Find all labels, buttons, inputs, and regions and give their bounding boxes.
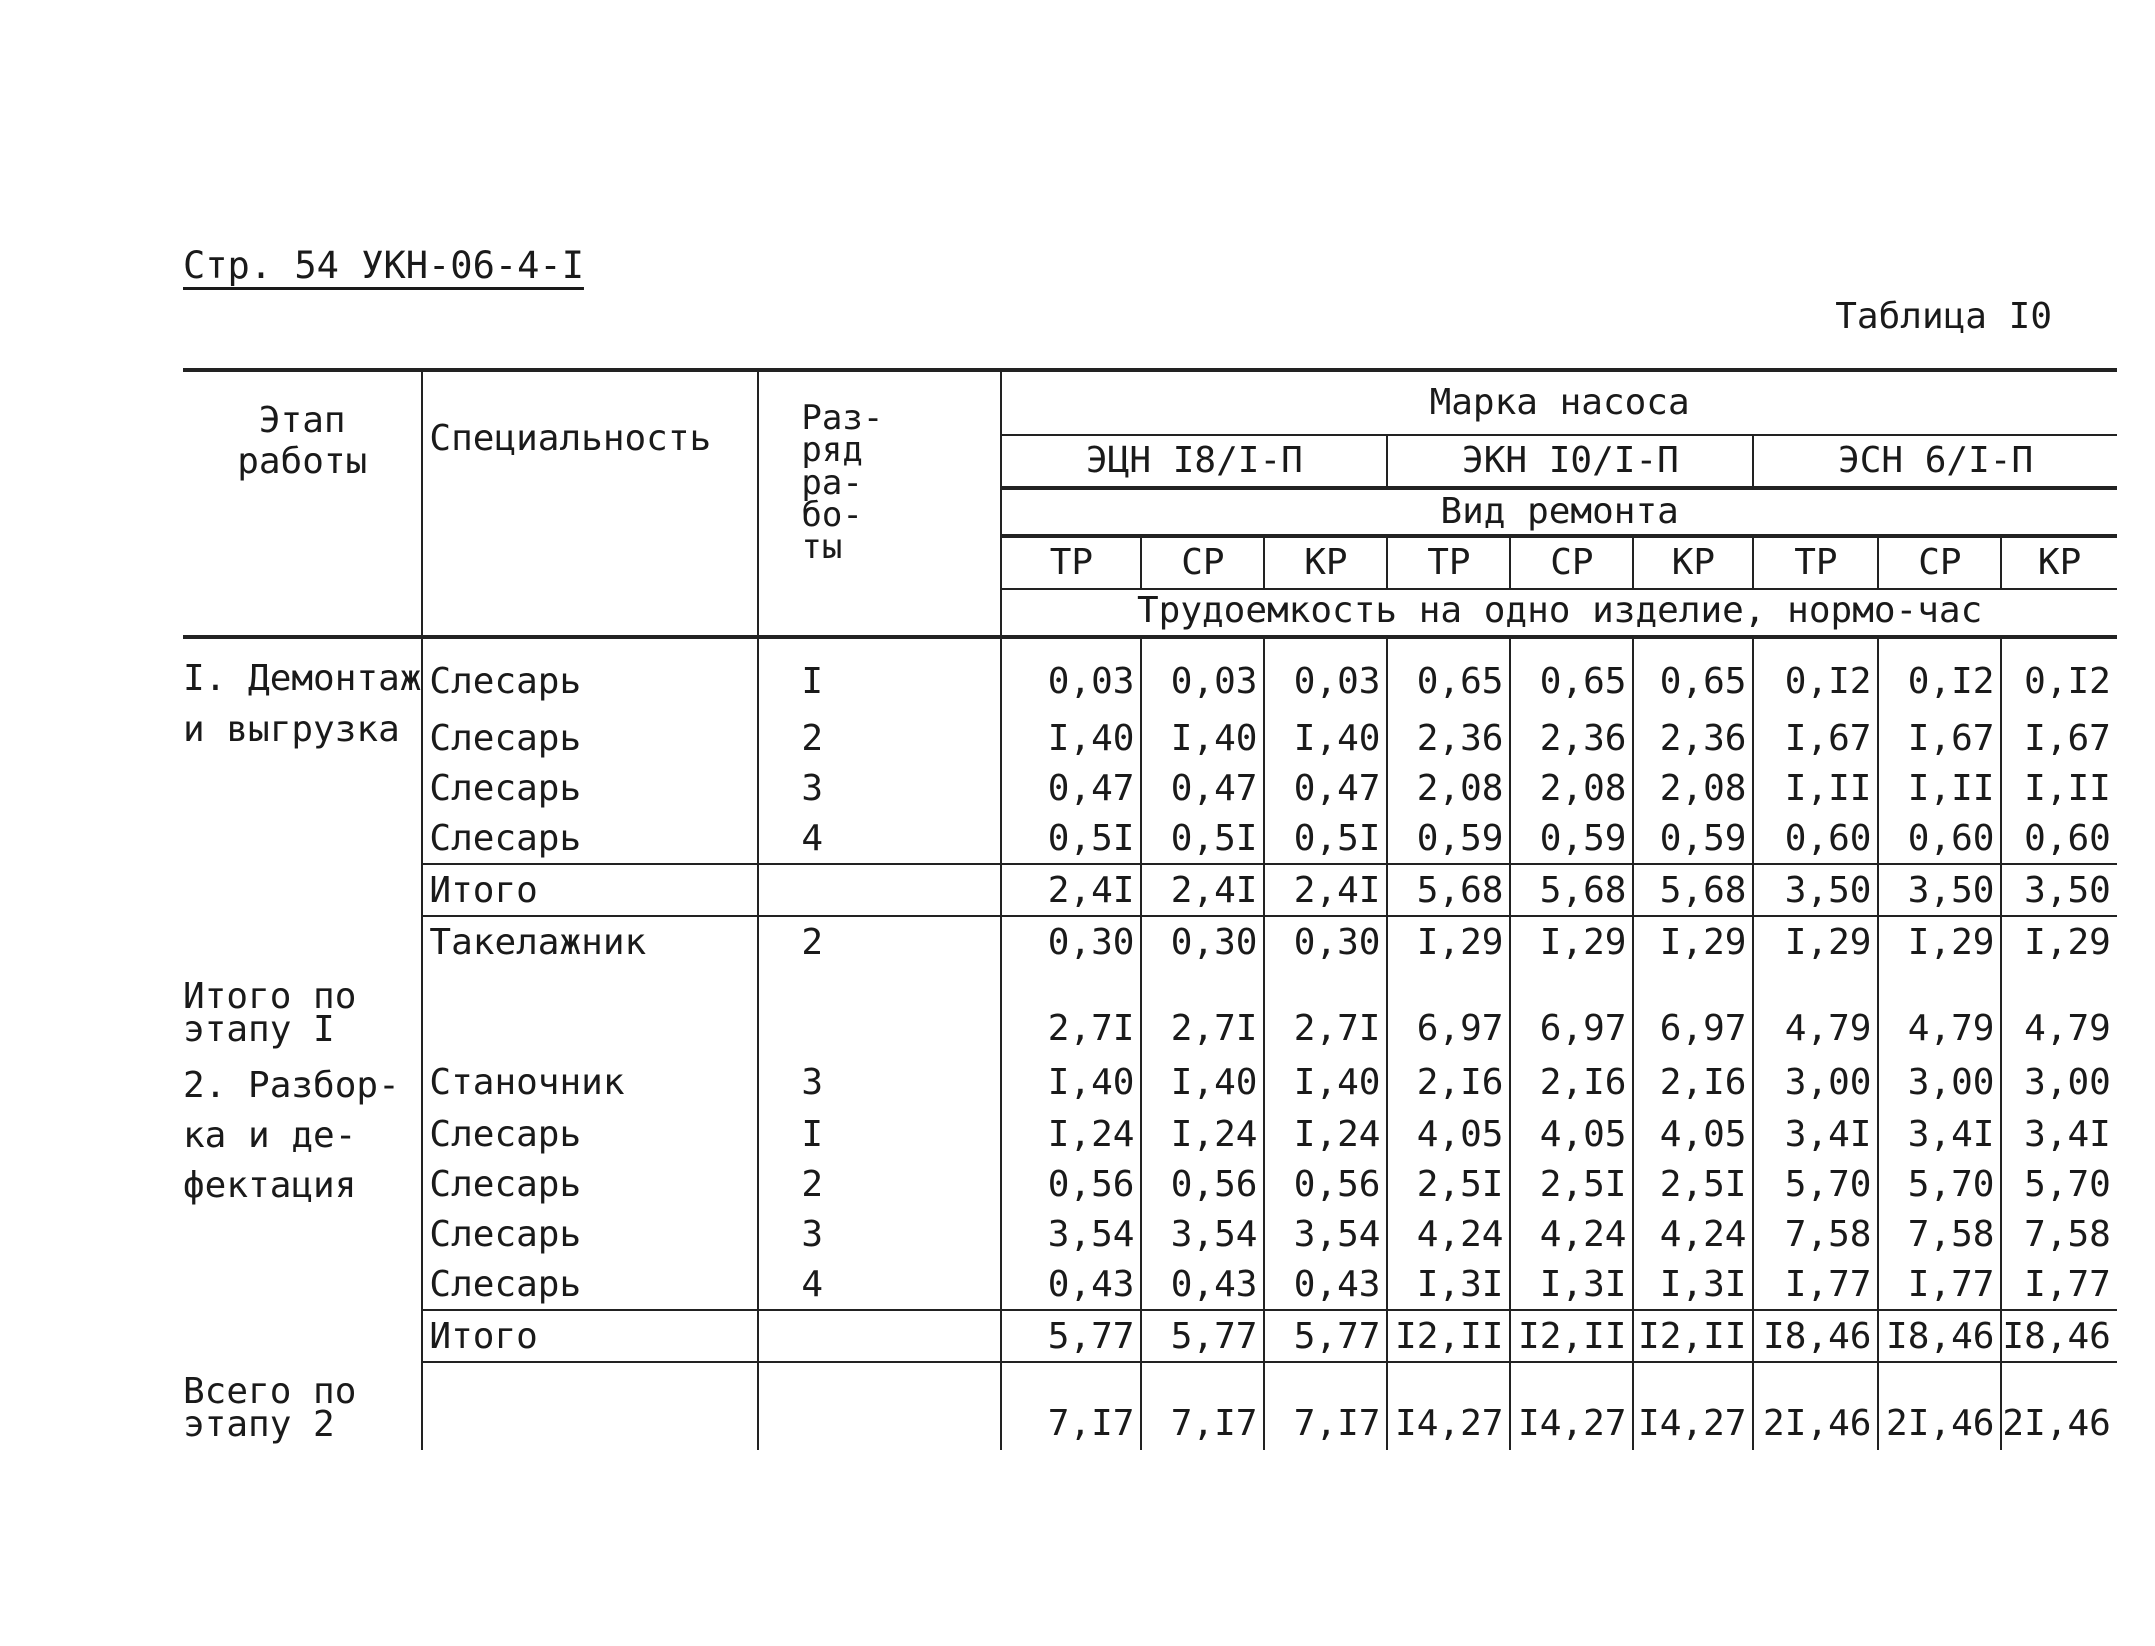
stage-1-name [183, 637, 422, 864]
value-cell: 2,4I [1264, 864, 1387, 916]
value-cell: 3,00 [1878, 1055, 2001, 1109]
value-cell: 0,56 [1264, 1159, 1387, 1209]
repair-kind-8: СР [1878, 536, 2001, 589]
value-cell: I,40 [1141, 713, 1264, 763]
grade-cell-empty [758, 967, 1001, 1055]
pump-brand-header: Марка насоса [1001, 370, 2116, 435]
value-cell: I,40 [1001, 1055, 1141, 1109]
value-cell: 2,36 [1510, 713, 1633, 763]
value-cell: 4,24 [1510, 1209, 1633, 1259]
value-cell: 2,5I [1510, 1159, 1633, 1209]
value-cell: 2,I6 [1387, 1055, 1510, 1109]
value-cell: 0,56 [1141, 1159, 1264, 1209]
table-row [183, 1109, 2117, 1159]
stage-1-name-line-2: и выгрузка [183, 709, 400, 751]
value-cell: 0,43 [1141, 1259, 1264, 1310]
stage-cell-empty [183, 1310, 422, 1362]
grade-cell-empty [758, 1362, 1001, 1450]
value-cell: I2,II [1387, 1310, 1510, 1362]
repair-kind-5: СР [1510, 536, 1633, 589]
value-cell: I4,27 [1510, 1362, 1633, 1450]
value-cell: 4,05 [1510, 1109, 1633, 1159]
value-cell: 0,65 [1510, 637, 1633, 713]
grade-cell: 4 [758, 813, 1001, 864]
value-cell: 0,59 [1633, 813, 1753, 864]
table-row [183, 1259, 2117, 1310]
value-cell: I,67 [2024, 717, 2111, 759]
table-row [183, 916, 2117, 967]
grade-header-line-1: Раз- [801, 398, 884, 438]
value-cell: 4,79 [1878, 967, 2001, 1055]
stage-2-total-label [183, 1362, 422, 1450]
value-cell: 4,24 [1387, 1209, 1510, 1259]
grade-header-line-5: ты [801, 527, 843, 568]
stage-2-name-line-2: ка и де- [183, 1115, 357, 1157]
value-cell: 0,I2 [1753, 637, 1878, 713]
value-cell: 7,I7 [1001, 1362, 1141, 1450]
value-cell: 0,65 [1633, 637, 1753, 713]
grade-cell: 2 [758, 916, 1001, 967]
value-cell: 0,30 [1264, 916, 1387, 967]
value-cell: 3,54 [1001, 1209, 1141, 1259]
value-cell: 4,05 [1387, 1109, 1510, 1159]
stage-1-total-label [183, 967, 422, 1055]
value-cell: 3,00 [1753, 1055, 1878, 1109]
value-cell: 5,77 [1141, 1310, 1264, 1362]
value-cell: I,29 [1510, 916, 1633, 967]
value-cell: I,24 [1001, 1109, 1141, 1159]
grade-cell: 3 [758, 1055, 1001, 1109]
grade-header-line-3: ра- [801, 462, 863, 503]
pump-1-header: ЭЦН I8/I-П [1001, 435, 1387, 488]
value-cell: 0,30 [1001, 916, 1141, 967]
table-row [183, 1055, 2117, 1109]
stage-header-line-1: Этап [258, 400, 346, 441]
value-cell: I8,46 [2001, 1310, 2116, 1362]
value-cell: 2,7I [1141, 967, 1264, 1055]
stage-2-name [183, 1055, 422, 1310]
value-cell: 5,68 [1633, 864, 1753, 916]
grade-cell [758, 1310, 1001, 1362]
grade-header-line-4: бо- [801, 494, 863, 535]
grade-cell: 2 [758, 713, 1001, 763]
value-cell: I,29 [1753, 916, 1878, 967]
value-cell: 3,50 [2001, 864, 2116, 916]
value-cell: 4,24 [1633, 1209, 1753, 1259]
value-cell: 0,65 [1387, 637, 1510, 713]
table-row [183, 813, 2117, 864]
grade-cell: I [758, 1109, 1001, 1159]
value-cell: 0,03 [1141, 637, 1264, 713]
value-cell: 7,58 [1878, 1209, 2001, 1259]
value-cell: 3,4I [1878, 1109, 2001, 1159]
specialty-cell: Слесарь [422, 763, 758, 813]
value-cell: 0,03 [1001, 637, 1141, 713]
stage-1-total-label-line-2: этапу I [183, 1009, 335, 1051]
value-cell: I,77 [2001, 1259, 2116, 1310]
value-cell: I4,27 [1387, 1362, 1510, 1450]
stage-2-total-label-line-2: этапу 2 [183, 1404, 335, 1446]
specialty-header: Специальность [422, 370, 758, 637]
value-cell: 5,77 [1264, 1310, 1387, 1362]
repair-kind-3: КР [1264, 536, 1387, 589]
value-cell: 2,36 [1633, 713, 1753, 763]
value-cell: 6,97 [1633, 967, 1753, 1055]
value-cell: 2,7I [1001, 967, 1141, 1055]
value-cell: I,40 [1264, 1055, 1387, 1109]
stage-header [183, 370, 422, 637]
pump-3-header: ЭСН 6/I-П [1753, 435, 2116, 488]
specialty-cell: Слесарь [422, 637, 758, 713]
value-cell: 2,5I [1387, 1159, 1510, 1209]
value-cell: 7,I7 [1264, 1362, 1387, 1450]
grade-cell: 2 [758, 1159, 1001, 1209]
value-cell: 2,I6 [1633, 1055, 1753, 1109]
value-cell: 4,05 [1633, 1109, 1753, 1159]
value-cell: 3,50 [1878, 864, 2001, 916]
value-cell: 0,43 [1001, 1259, 1141, 1310]
value-cell: I,77 [1878, 1259, 2001, 1310]
value-cell: 4,79 [2024, 1008, 2111, 1049]
value-cell: 3,54 [1264, 1209, 1387, 1259]
value-cell: 0,60 [2001, 813, 2116, 864]
value-cell: 2,4I [1001, 864, 1141, 916]
grade-cell [758, 864, 1001, 916]
value-cell: 0,47 [1001, 763, 1141, 813]
value-cell: 2I,46 [2002, 1403, 2111, 1444]
stage-cell-empty [183, 916, 422, 967]
value-cell: 6,97 [1387, 967, 1510, 1055]
repair-kind-7: ТР [1753, 536, 1878, 589]
stage-2-name-line-3: фектация [183, 1165, 357, 1207]
value-cell: I,29 [1387, 916, 1510, 967]
specialty-cell-empty [422, 1362, 758, 1450]
value-cell: I,II [1753, 763, 1878, 813]
value-cell: 5,77 [1001, 1310, 1141, 1362]
value-cell: 5,70 [2024, 1163, 2111, 1205]
specialty-cell: Слесарь [422, 1109, 758, 1159]
value-cell: I,40 [1001, 713, 1141, 763]
pump-2-header: ЭКН I0/I-П [1387, 435, 1753, 488]
value-cell: 0,I2 [2024, 660, 2111, 702]
value-cell: 2,08 [1510, 763, 1633, 813]
grade-cell: I [758, 637, 1001, 713]
value-cell: 2,08 [1633, 763, 1753, 813]
value-cell: I,3I [1510, 1259, 1633, 1310]
value-cell: I,II [2024, 767, 2111, 809]
value-cell: 0,59 [1510, 813, 1633, 864]
repair-kind-6: КР [1633, 536, 1753, 589]
value-cell: I,29 [1878, 916, 2001, 967]
value-cell: 0,I2 [1878, 637, 2001, 713]
stage-total-row [183, 967, 2117, 1055]
repair-kind-4: ТР [1387, 536, 1510, 589]
specialty-cell: Такелажник [422, 916, 758, 967]
table-row [183, 1159, 2117, 1209]
stage-header-line-2: работы [237, 441, 368, 483]
value-cell: 0,03 [1264, 637, 1387, 713]
value-cell: 0,56 [1001, 1159, 1141, 1209]
specialty-cell: Станочник [422, 1055, 758, 1109]
specialty-cell: Слесарь [422, 1159, 758, 1209]
stage-2-total-label-line-1: Всего по [183, 1371, 357, 1413]
specialty-cell: Итого [422, 864, 758, 916]
value-cell: 0,47 [1141, 763, 1264, 813]
value-cell: I,24 [1141, 1109, 1264, 1159]
value-cell: 0,5I [1001, 813, 1141, 864]
specialty-cell: Слесарь [422, 813, 758, 864]
value-cell: I,24 [1264, 1109, 1387, 1159]
value-cell: 5,68 [1510, 864, 1633, 916]
value-cell: 0,60 [1878, 813, 2001, 864]
stage-cell-empty [183, 864, 422, 916]
specialty-cell: Итого [422, 1310, 758, 1362]
value-cell: I,II [1878, 763, 2001, 813]
value-cell: 7,58 [2024, 1213, 2111, 1255]
value-cell: I,3I [1387, 1259, 1510, 1310]
value-cell: 4,79 [1753, 967, 1878, 1055]
grade-header-line-2: ряд [801, 430, 863, 471]
specialty-cell: Слесарь [422, 1259, 758, 1310]
value-cell: I2,II [1633, 1310, 1753, 1362]
value-cell: I2,II [1510, 1310, 1633, 1362]
labor-table [183, 368, 2117, 1450]
repair-type-header: Вид ремонта [1440, 491, 1679, 533]
value-cell: I,29 [1633, 916, 1753, 967]
stage-1-total-label-line-1: Итого по [183, 976, 357, 1018]
stage-total-row [183, 1362, 2117, 1450]
value-cell: 0,43 [1264, 1259, 1387, 1310]
value-cell: I,67 [1753, 713, 1878, 763]
value-cell: 2,7I [1264, 967, 1387, 1055]
value-cell: 3,54 [1141, 1209, 1264, 1259]
value-cell: 0,5I [1141, 813, 1264, 864]
table-row [183, 1209, 2117, 1259]
table-row [183, 763, 2117, 813]
value-cell: 0,47 [1264, 763, 1387, 813]
value-cell: 3,00 [2024, 1061, 2111, 1103]
value-cell: 2,36 [1387, 713, 1510, 763]
repair-kind-9: КР [2001, 536, 2116, 589]
table-row [183, 637, 2117, 713]
value-cell: 3,4I [1753, 1109, 1878, 1159]
value-cell: I,3I [1633, 1259, 1753, 1310]
value-cell: 3,50 [1753, 864, 1878, 916]
specialty-cell: Слесарь [422, 1209, 758, 1259]
subtotal-row [183, 1310, 2117, 1362]
value-cell: I8,46 [1753, 1310, 1878, 1362]
value-cell: 2,I6 [1510, 1055, 1633, 1109]
value-cell: I,40 [1141, 1055, 1264, 1109]
value-cell: 0,30 [1141, 916, 1264, 967]
value-cell: 7,I7 [1141, 1362, 1264, 1450]
subtotal-row [183, 864, 2117, 916]
value-cell: 7,58 [1753, 1209, 1878, 1259]
value-cell: 6,97 [1510, 967, 1633, 1055]
value-cell: I4,27 [1633, 1362, 1753, 1450]
value-cell: I,29 [2024, 921, 2111, 963]
stage-2-name-line-1: 2. Разбор- [183, 1065, 400, 1107]
value-cell: 2I,46 [1878, 1362, 2001, 1450]
grade-cell: 3 [758, 763, 1001, 813]
value-cell: I,67 [1878, 713, 2001, 763]
value-cell: 5,70 [1753, 1159, 1878, 1209]
value-cell: I8,46 [1878, 1310, 2001, 1362]
value-cell: 5,68 [1387, 864, 1510, 916]
value-cell: I,77 [1753, 1259, 1878, 1310]
specialty-cell-empty [422, 967, 758, 1055]
grade-cell: 4 [758, 1259, 1001, 1310]
value-cell: 3,4I [2024, 1113, 2111, 1155]
value-cell: 2,08 [1387, 763, 1510, 813]
grade-cell: 3 [758, 1209, 1001, 1259]
table-label: Таблица I0 [1835, 296, 2052, 337]
value-cell: 2,5I [1633, 1159, 1753, 1209]
page-reference: Стр. 54 УКН-06-4-I [183, 244, 584, 287]
value-cell: 0,60 [1753, 813, 1878, 864]
stage-1-name-line-1: I. Демонтаж [183, 658, 422, 700]
table-row [183, 713, 2117, 763]
repair-kind-1: ТР [1001, 536, 1141, 589]
value-cell: 0,5I [1264, 813, 1387, 864]
repair-kind-2: СР [1141, 536, 1264, 589]
specialty-cell: Слесарь [422, 713, 758, 763]
value-cell: 2I,46 [1753, 1362, 1878, 1450]
value-cell: I,40 [1264, 713, 1387, 763]
value-cell: 0,59 [1387, 813, 1510, 864]
value-cell: 2,4I [1141, 864, 1264, 916]
value-cell: 5,70 [1878, 1159, 2001, 1209]
labor-caption: Трудоемкость на одно изделие, нормо-час [1136, 590, 1983, 631]
grade-header [758, 370, 1001, 637]
